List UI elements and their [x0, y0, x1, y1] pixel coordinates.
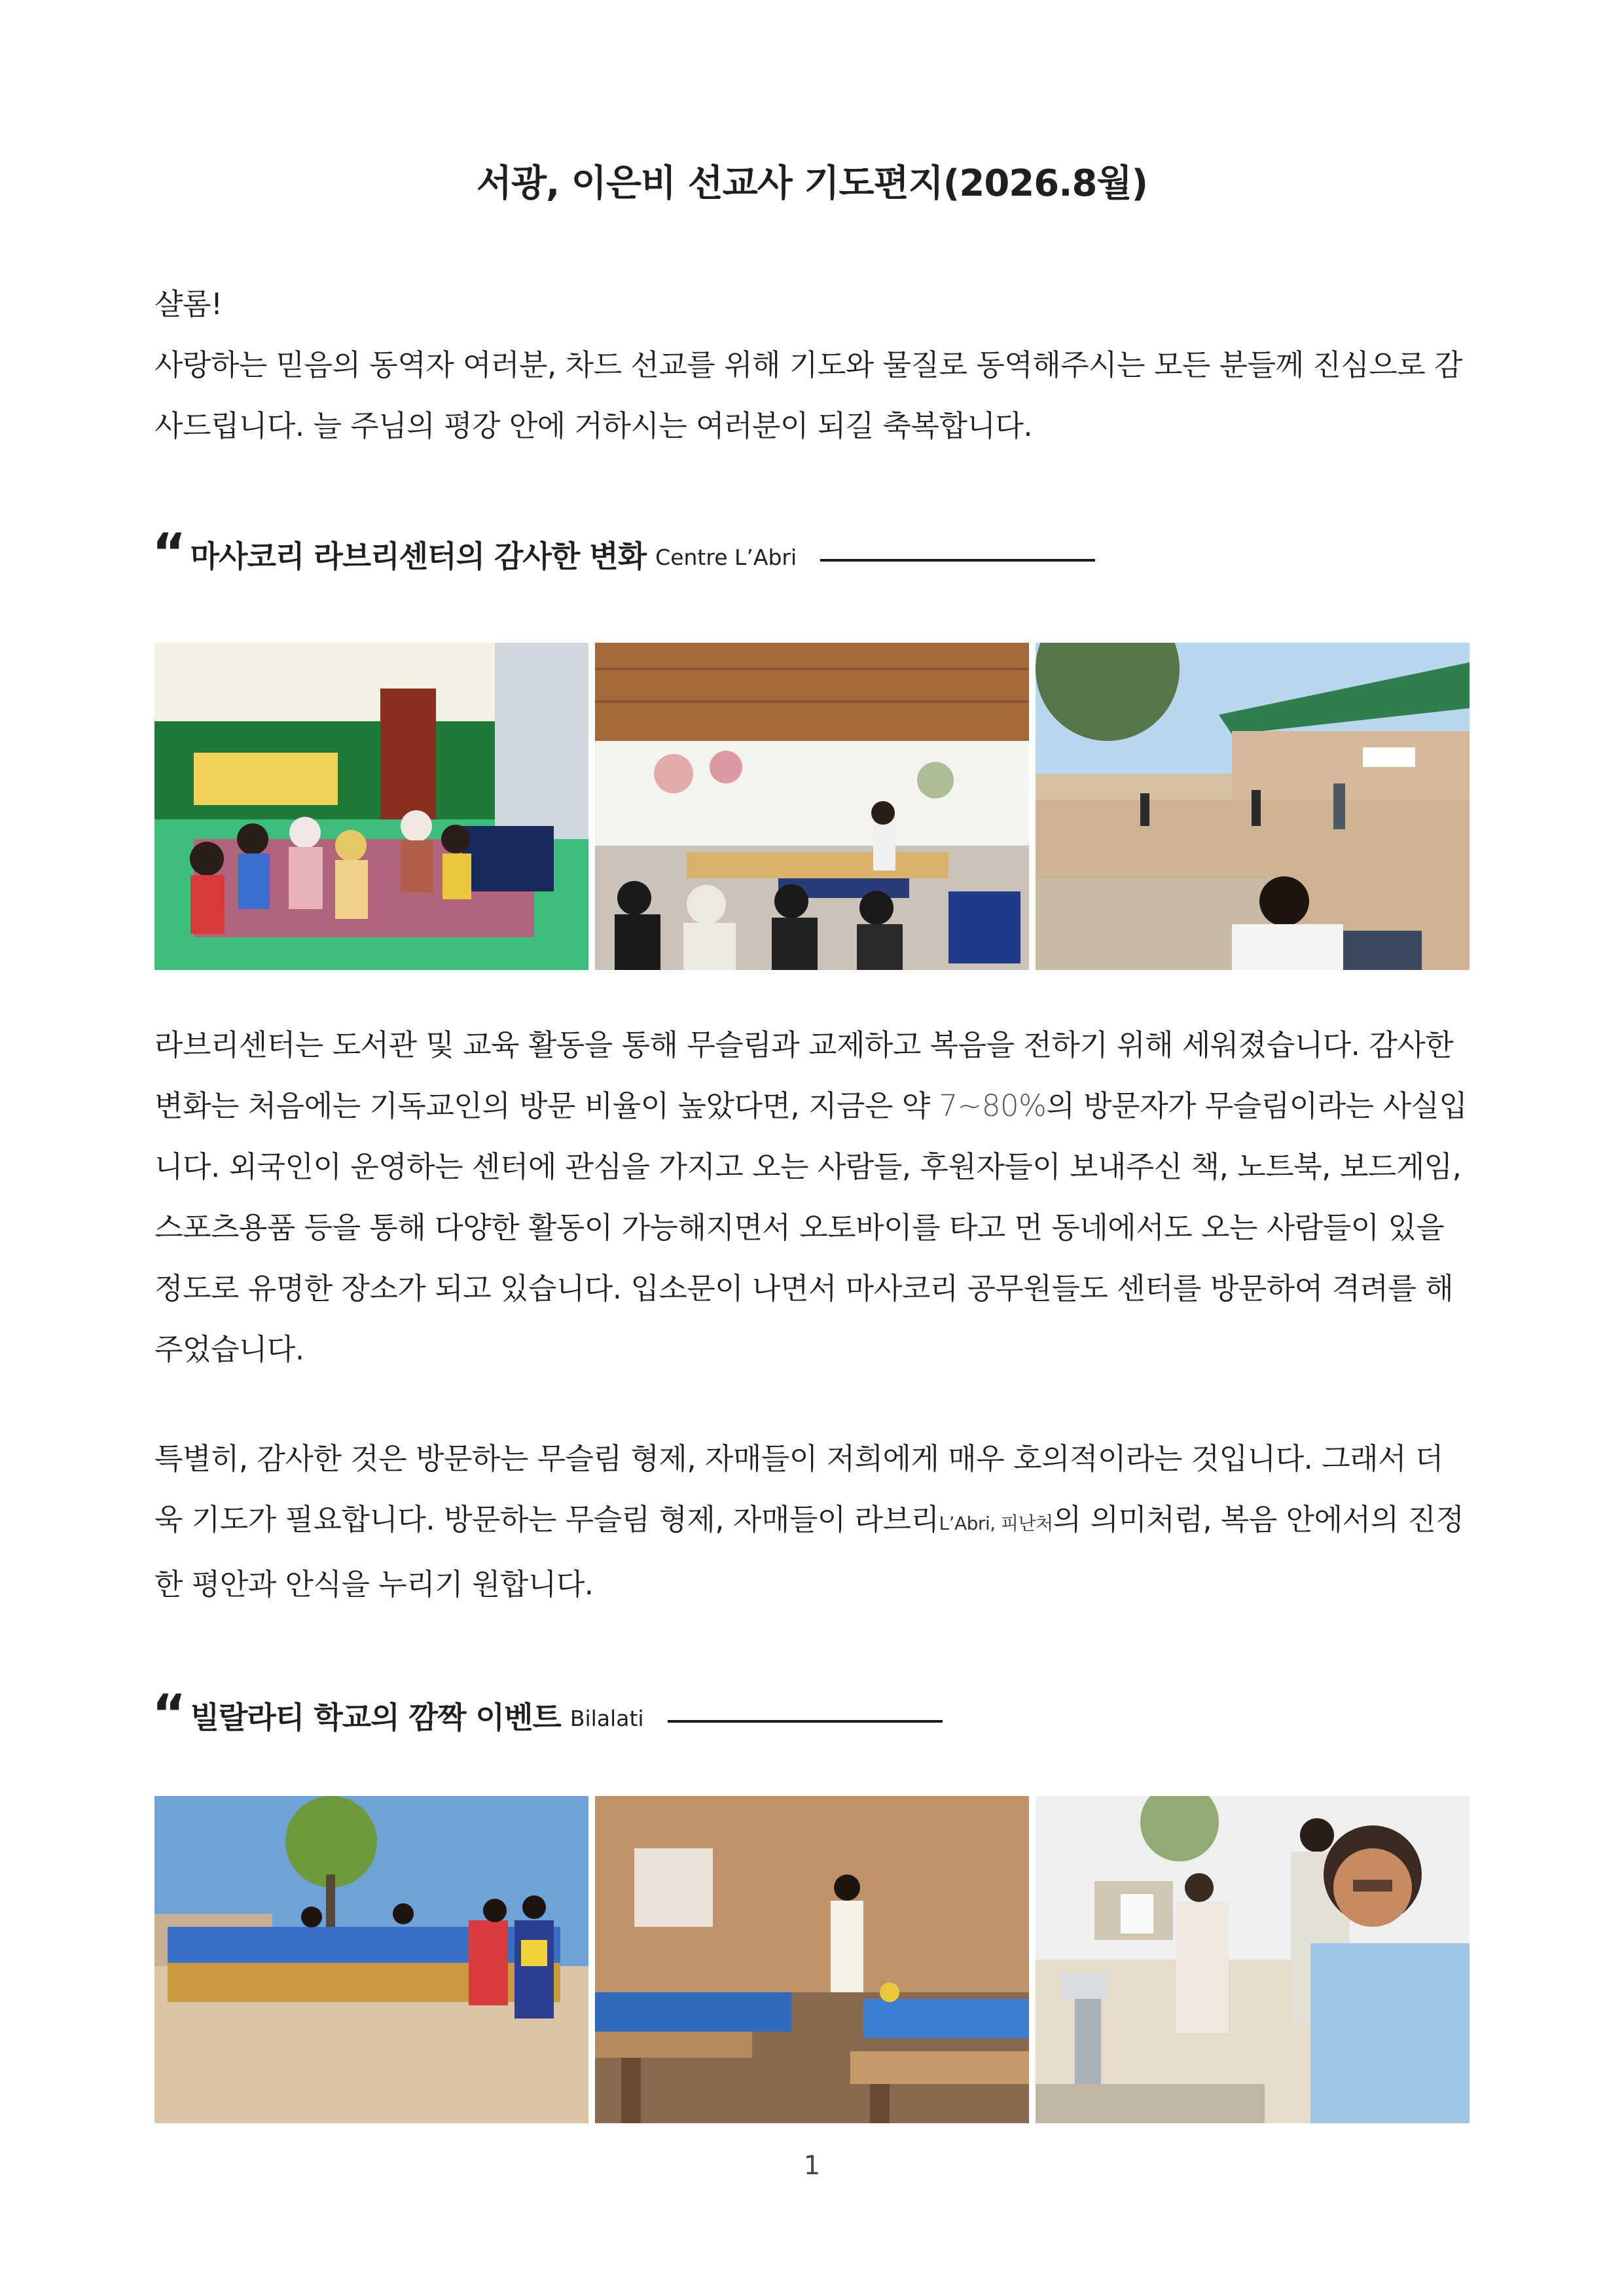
photo-brick-classroom [595, 1796, 1029, 2123]
intro-block [154, 274, 1470, 456]
inline-annotation: L’Abri, 피난처 [939, 1513, 1053, 1534]
labri-paragraph-1 [154, 1014, 1470, 1380]
text-run: 의 의미처럼, 복음 안에서의 진정한 평안과 안식을 누리기 원합니다. [154, 1502, 1464, 1602]
heading-rule [668, 1720, 943, 1723]
quote-mark-icon: “ [152, 522, 187, 583]
section-heading-labri [152, 517, 1095, 583]
labri-paragraph-2 [154, 1428, 1470, 1615]
section-heading-bilalati [152, 1678, 943, 1744]
text-run: 라브리센터는 도서관 및 교육 활동을 통해 무슬림과 교제하고 복음을 전하기 위해 세워졌습니다. 감사한 변화는 처음에는 기독교인의 방문 비율이 높았다면, 지금은 약 [154, 1028, 1454, 1123]
section-subtitle: Centre L’Abri [655, 545, 797, 570]
photo-row-labri [154, 643, 1470, 970]
paragraph-text [154, 1428, 1470, 1615]
photo-row-bilalati [154, 1796, 1470, 2123]
intro-paragraph: 사랑하는 믿음의 동역자 여러분, 차드 선교를 위해 기도와 물질로 동역해주시는 모든 분들께 진심으로 감사드립니다. 늘 주님의 평강 안에 거하시는 여러분이 되길 축복합니다. [154, 348, 1463, 443]
letter-title: 서광, 이은비 선교사 기도편지(2026.8월) [476, 162, 1148, 205]
text-run: 특별히, 감사한 것은 방문하는 무슬림 형제, 자매들이 저희에게 매우 호의적이라는 것입니다. 그래서 더욱 기도가 필요합니다. 방문하는 무슬림 형제, 자매들이 라브리 [154, 1441, 1443, 1537]
visitor-percentage: 7~80% [939, 1088, 1047, 1123]
photo-classroom [595, 643, 1029, 970]
greeting: 샬롬! [154, 287, 223, 321]
heading-rule [820, 559, 1095, 562]
photo-students-lineup [154, 1796, 588, 2123]
section-subtitle: Bilalati [569, 1706, 644, 1731]
section-title: 빌랄라티 학교의 깜짝 이벤트 [190, 1700, 561, 1735]
photo-water-pump-selfie [1036, 1796, 1470, 2123]
photo-courtyard-football [1036, 643, 1470, 970]
paragraph-text [154, 1014, 1470, 1380]
text-run: 의 방문자가 무슬림이라는 사실입니다. 외국인이 운영하는 센터에 관심을 가지고 오는 사람들, 후원자들이 보내주신 책, 노트북, 보드게임, 스포츠용품 등을 통해 다양한 활동이 가능해지면서 오토바이를 타고 먼 동네에서도 오는 사람들이 있을 정도로 유명한 장소가 되고 있습니다. 입소문이 나면서 마사코리 공무원들도 센터를 방문하여 격려를 해주었습니다. [154, 1088, 1468, 1367]
page-number: 1 [803, 2151, 821, 2181]
section-title: 마사코리 라브리센터의 감사한 변화 [190, 539, 647, 574]
photo-library-children [154, 643, 588, 970]
quote-mark-icon: “ [152, 1683, 187, 1744]
